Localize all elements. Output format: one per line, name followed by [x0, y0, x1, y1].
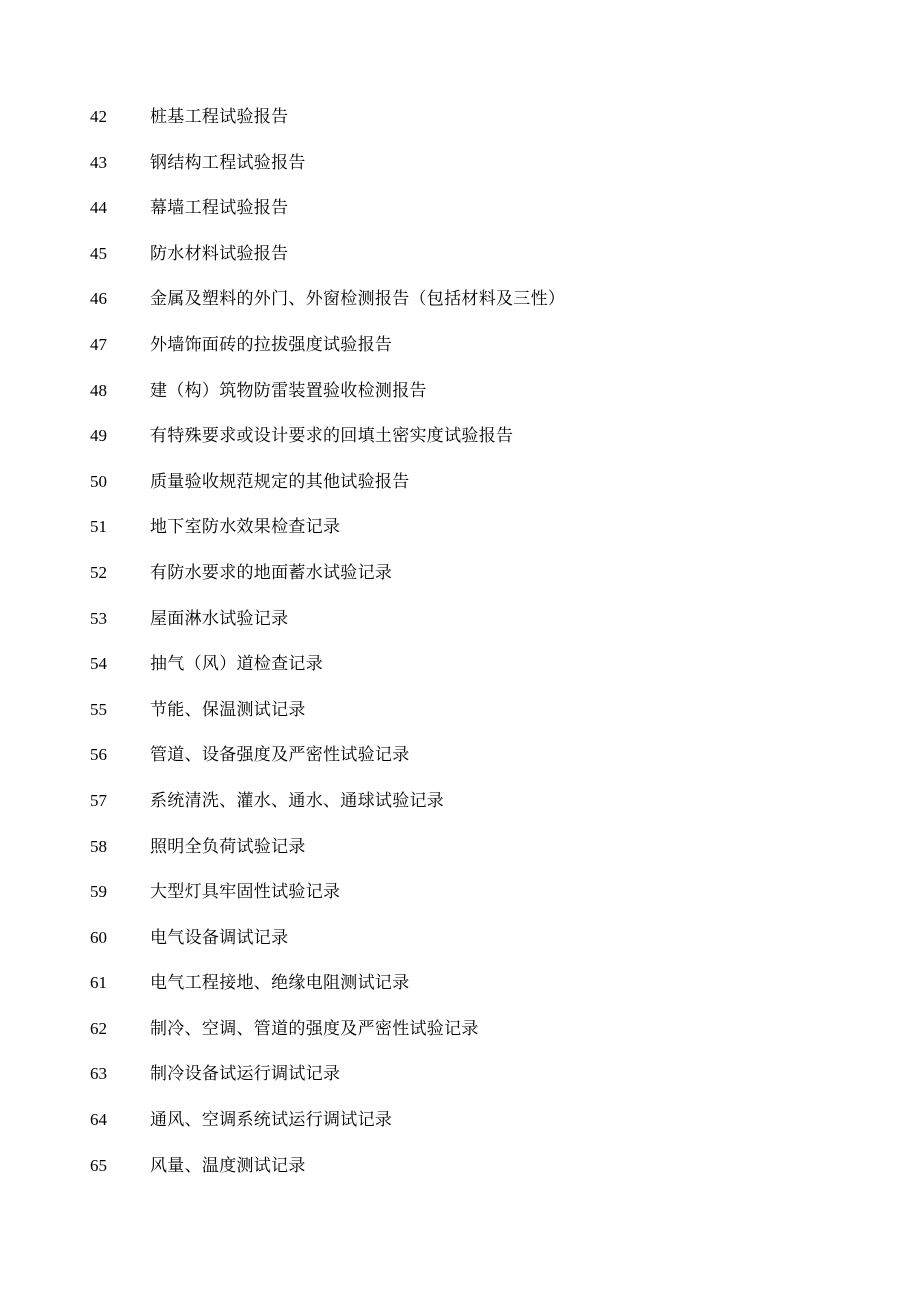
list-item: [0, 418, 920, 464]
item-number: 50: [90, 471, 107, 491]
list-item: [0, 1011, 920, 1057]
item-text: 外墙饰面砖的拉拔强度试验报告: [150, 334, 393, 355]
list-item: [0, 601, 920, 647]
item-text: 质量验收规范规定的其他试验报告: [150, 471, 410, 492]
item-number: 43: [90, 152, 107, 172]
item-text: 抽气（风）道检查记录: [150, 654, 323, 675]
item-number: 54: [90, 654, 107, 674]
list-item: [0, 646, 920, 692]
item-number: 63: [90, 1064, 107, 1084]
item-number: 60: [90, 927, 107, 947]
list-item: [0, 874, 920, 920]
item-text: 幕墙工程试验报告: [150, 198, 289, 219]
list-item: [0, 965, 920, 1011]
item-number: 52: [90, 562, 107, 582]
list-item: [0, 373, 920, 419]
list-item: [0, 509, 920, 555]
list-item: [0, 99, 920, 145]
item-text: 电气工程接地、绝缘电阻测试记录: [150, 973, 410, 994]
item-number: 59: [90, 882, 107, 902]
record-list: [0, 99, 920, 1193]
list-item: [0, 829, 920, 875]
item-number: 47: [90, 334, 107, 354]
item-text: 系统清洗、灌水、通水、通球试验记录: [150, 790, 445, 811]
item-number: 64: [90, 1110, 107, 1130]
item-number: 49: [90, 426, 107, 446]
item-text: 有特殊要求或设计要求的回填土密实度试验报告: [150, 426, 514, 447]
item-number: 65: [90, 1155, 107, 1175]
list-item: [0, 145, 920, 191]
item-text: 有防水要求的地面蓄水试验记录: [150, 562, 393, 583]
list-item: [0, 920, 920, 966]
list-item: [0, 1056, 920, 1102]
item-text: 通风、空调系统试运行调试记录: [150, 1110, 393, 1131]
list-item: [0, 692, 920, 738]
item-number: 48: [90, 380, 107, 400]
item-text: 地下室防水效果检查记录: [150, 517, 341, 538]
item-text: 大型灯具牢固性试验记录: [150, 882, 341, 903]
item-text: 制冷、空调、管道的强度及严密性试验记录: [150, 1018, 479, 1039]
item-text: 制冷设备试运行调试记录: [150, 1064, 341, 1085]
item-text: 节能、保温测试记录: [150, 699, 306, 720]
item-text: 电气设备调试记录: [150, 927, 289, 948]
item-number: 45: [90, 243, 107, 263]
item-number: 44: [90, 198, 107, 218]
list-item: [0, 1148, 920, 1194]
item-number: 58: [90, 836, 107, 856]
item-text: 桩基工程试验报告: [150, 107, 289, 127]
item-number: 57: [90, 790, 107, 810]
list-item: [0, 190, 920, 236]
item-text: 防水材料试验报告: [150, 243, 289, 264]
item-number: 61: [90, 973, 107, 993]
list-item: [0, 1102, 920, 1148]
item-text: 风量、温度测试记录: [150, 1155, 306, 1176]
item-number: 62: [90, 1018, 107, 1038]
item-number: 51: [90, 517, 107, 537]
list-item: [0, 737, 920, 783]
item-text: 钢结构工程试验报告: [150, 152, 306, 173]
item-number: 46: [90, 289, 107, 309]
list-item: [0, 236, 920, 282]
item-text: 管道、设备强度及严密性试验记录: [150, 745, 410, 766]
list-item: [0, 327, 920, 373]
list-item: [0, 464, 920, 510]
item-number: 53: [90, 608, 107, 628]
item-text: 建（构）筑物防雷装置验收检测报告: [150, 380, 427, 401]
list-item: [0, 783, 920, 829]
list-item: [0, 555, 920, 601]
list-item: [0, 281, 920, 327]
item-text: 金属及塑料的外门、外窗检测报告（包括材料及三性）: [150, 289, 566, 310]
item-number: 55: [90, 699, 107, 719]
item-number: 42: [90, 107, 107, 126]
item-text: 照明全负荷试验记录: [150, 836, 306, 857]
item-text: 屋面淋水试验记录: [150, 608, 289, 629]
item-number: 56: [90, 745, 107, 765]
